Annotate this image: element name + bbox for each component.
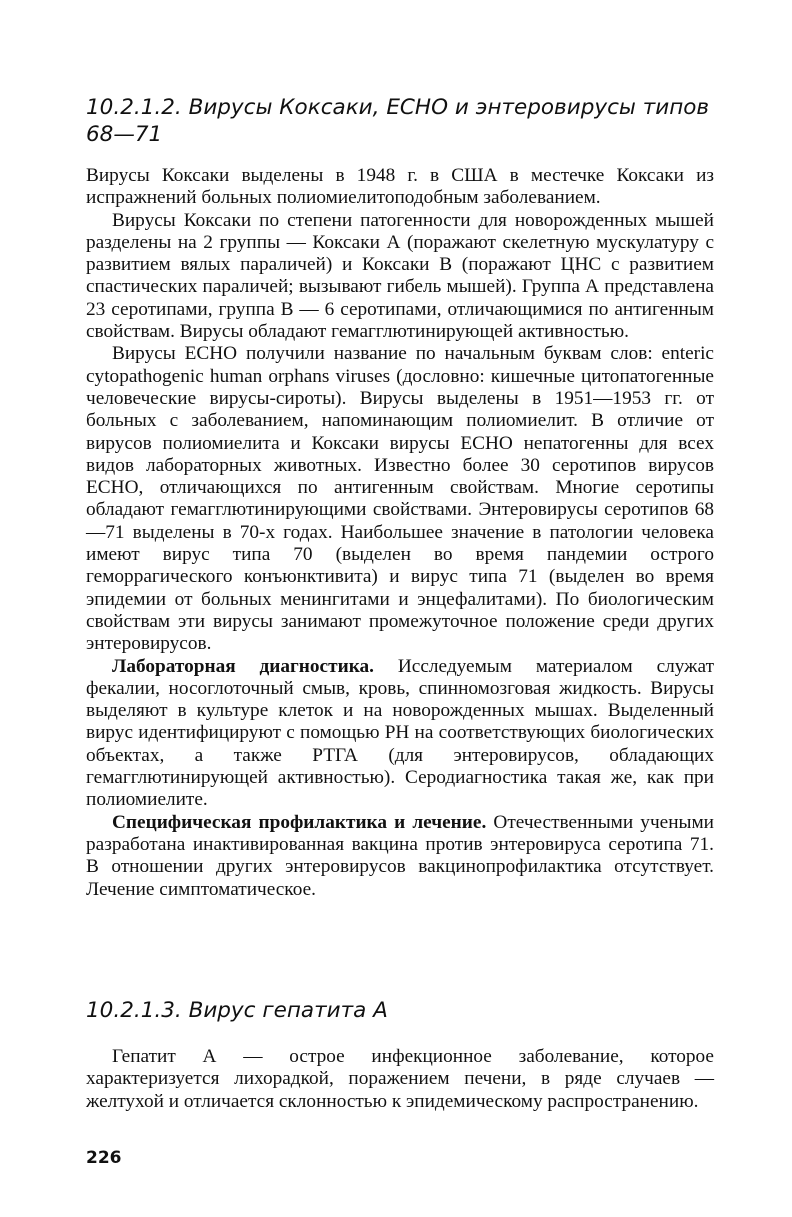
section-body-coxsackie — [86, 165, 714, 901]
paragraph-lab-diagnostics — [86, 656, 714, 812]
prophylaxis-text: Отечественными учеными разработана инактивированная вакцина против энтеровируса серотипа 71. В отношении других энтеровирусов вакцинопрофилактика отсутствует. Лечение симптоматическое. — [86, 811, 714, 900]
paragraph-coxsackie-groups: Вирусы Коксаки по степени патогенности для новорожденных мышей разделены на 2 группы — Коксаки А (поражают скелетную мускулатуру с развитием вялых параличей) и Коксаки В (поражают ЦНС с развитием спастических параличей; вызывают гибель мышей). Группа А представлена 23 серотипами, группа В — 6 серотипами, отличающимися по антигенным свойствам. Вирусы обладают гемагглютинирующей активностью. — [86, 209, 714, 343]
paragraph-hepatitis-a-definition: Гепатит А — острое инфекционное заболевание, которое характеризуется лихорадкой, поражением печени, в ряде случаев — желтухой и отличается склонностью к эпидемическому распространению. — [86, 1046, 714, 1112]
prophylaxis-label: Специфическая профилактика и лечение. — [112, 811, 487, 833]
section-heading-coxsackie: 10.2.1.2. Вирусы Коксаки, ЕСНО и энтеровирусы типов 68—71 — [86, 95, 710, 147]
paragraph-coxsackie-origin: Вирусы Коксаки выделены в 1948 г. в США в местечке Коксаки из испражнений больных полиомиелитоподобным заболеванием. — [86, 165, 714, 209]
page-number: 226 — [86, 1148, 122, 1168]
section-body-hepatitis-a — [86, 1046, 714, 1113]
paragraph-prophylaxis — [86, 812, 714, 901]
paragraph-echo-viruses: Вирусы ЕСНО получили название по начальным буквам слов: enteric cytopathogenic human orphans viruses (дословно: кишечные цитопатогенные человеческие вирусы-сироты). Вирусы выделены в 1951—1953 гг. от больных с заболеванием, напоминающим полиомиелит. В отличие от вирусов полиомиелита и Коксаки вирусы ЕСНО непатогенны для всех видов лабораторных животных. Известно более 30 серотипов вирусов ЕСНО, отличающихся по антигенным свойствам. Многие серотипы обладают гемагглютинирующими свойствами. Энтеровирусы серотипов 68—71 выделены в 70-х годах. Наибольшее значение в патологии человека имеют вирус типа 70 (выделен во время пандемии острого геморрагического конъюнктивита) и вирус типа 71 (выделен во время эпидемии от больных менингитами и энцефалитами). По биологическим свойствам эти вирусы занимают промежуточное положение среди других энтеровирусов. — [86, 343, 714, 655]
lab-diagnostics-label: Лабораторная диагностика. — [112, 655, 374, 677]
lab-diagnostics-text: Исследуемым материалом служат фекалии, носоглоточный смыв, кровь, спинномозговая жидкость. Вирусы выделяют в культуре клеток и на новорожденных мышах. Выделенный вирус идентифицируют с помощью РН на соответствующих биологических объектах, а также РТГА (для энтеровирусов, обладающих гемагглютинирующей активностью). Серодиагностика такая же, как при полиомиелите. — [86, 655, 714, 811]
section-heading-hepatitis-a: 10.2.1.3. Вирус гепатита А — [86, 998, 388, 1023]
